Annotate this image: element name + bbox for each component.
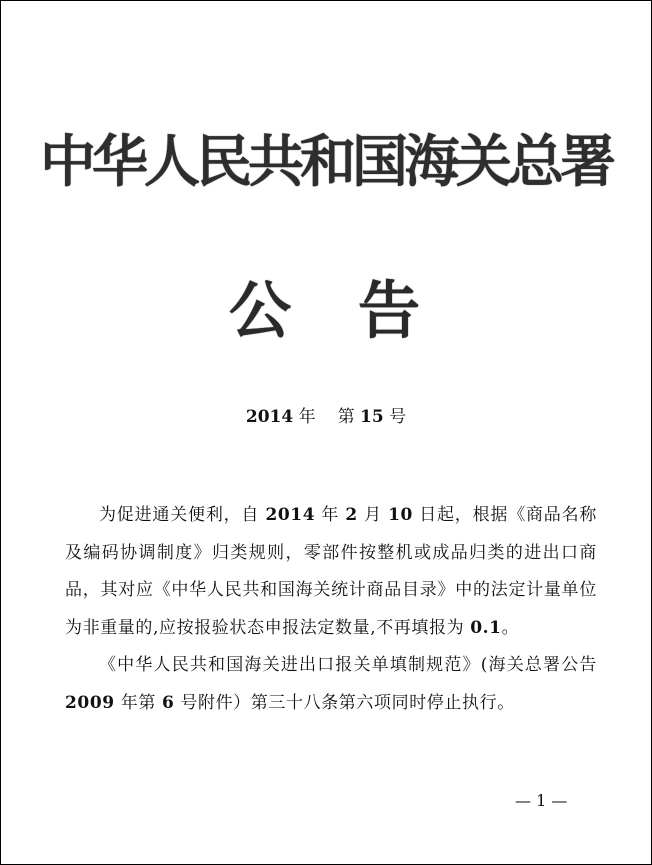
p1-value: 0.1 (470, 617, 502, 638)
p1-text-5: 。 (501, 617, 520, 638)
p2-text-2: 年第 (120, 692, 156, 713)
doc-year: 2014 (245, 407, 294, 427)
doc-year-unit: 年 (298, 407, 316, 427)
paragraph-2 (65, 647, 597, 722)
announcement-body (65, 497, 597, 722)
announcement-char-2: 告 (358, 274, 421, 347)
p2-text-3: 号附件）第三十八条第六项同时停止执行。 (180, 692, 515, 713)
p1-text-4: 日起，根据《商品名称及编码协调制度》归类规则，零部件按整机或成品归类的进出口商品，其对应《中华人民共和国海关统计商品目录》中的法定计量单位为非重量的,应按报验状态申报法定数量,不再填报为 (65, 505, 598, 638)
p2-number: 6 (161, 692, 175, 713)
announcement-heading (1, 271, 651, 351)
p2-year: 2009 (65, 692, 115, 713)
page-number: — 1 — (515, 791, 568, 810)
p1-text-1: 为促进通关便利，自 (99, 505, 260, 525)
p1-month: 2 (345, 505, 358, 525)
doc-number-prefix: 第 (337, 407, 355, 427)
doc-number: 15 (360, 407, 384, 427)
p1-text-2: 年 (321, 505, 340, 525)
announcement-char-1: 公 (229, 274, 292, 347)
p1-text-3: 月 (364, 505, 382, 525)
doc-number-suffix: 号 (389, 407, 407, 427)
paragraph-1 (65, 497, 597, 647)
p1-day: 10 (388, 505, 413, 525)
document-title: 中华人民共和国海关总署 (40, 130, 612, 195)
p1-year: 2014 (265, 505, 316, 525)
document-number (1, 405, 651, 429)
p2-text-1: 《中华人民共和国海关进出口报关单填制规范》(海关总署公告 (99, 655, 597, 675)
